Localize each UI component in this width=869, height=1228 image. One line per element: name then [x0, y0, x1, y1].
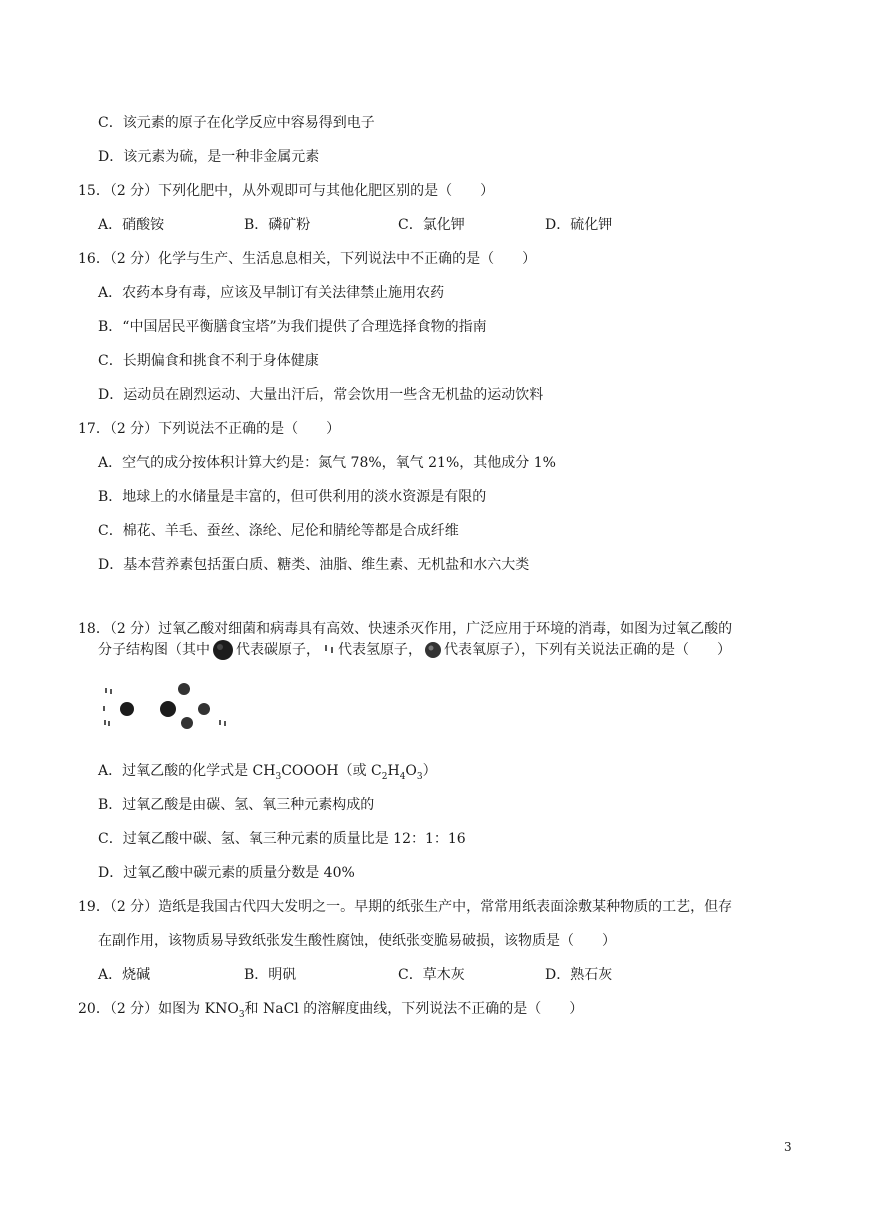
- q17-option-c: C．棉花、羊毛、蚕丝、涤纶、尼伦和腈纶等都是合成纤维: [98, 523, 459, 539]
- q18-a-text: ）: [422, 763, 437, 779]
- q19-option-c: C．草木灰: [398, 967, 465, 983]
- subscript: 4: [399, 771, 406, 782]
- q20-text: 20．（2 分）如图为 KNO: [78, 1001, 239, 1017]
- q19-option-a: A．烧碱: [98, 967, 151, 983]
- q16-option-c: C．长期偏食和挑食不利于身体健康: [98, 353, 319, 369]
- question-15: 15．（2 分）下列化肥中，从外观即可与其他化肥区别的是（ ）: [78, 183, 495, 199]
- question-18-line1: 18．（2 分）过氧乙酸对细菌和病毒具有高效、快速杀灭作用，广泛应用于环境的消毒，如图为过氧乙酸的: [78, 621, 733, 637]
- question-18-line2: [98, 637, 731, 663]
- q15-option-c: C．氯化钾: [398, 217, 465, 233]
- q15-option-a: A．硝酸铵: [98, 217, 165, 233]
- question-20: [78, 999, 583, 1025]
- q17-option-a: A．空气的成分按体积计算大约是：氮气 78%，氧气 21%，其他成分 1%: [98, 455, 556, 471]
- question-16: 16．（2 分）化学与生产、生活息息相关，下列说法中不正确的是（ ）: [78, 251, 537, 267]
- question-17: 17．（2 分）下列说法不正确的是（ ）: [78, 421, 341, 437]
- q17-option-d: D．基本营养素包括蛋白质、糖类、油脂、维生素、无机盐和水六大类: [98, 557, 530, 573]
- q18-legend-hydrogen: 代表氢原子，: [338, 642, 422, 658]
- q18-option-c: C．过氧乙酸中碳、氢、氧三种元素的质量比是 12：1：16: [98, 831, 466, 847]
- q17-option-b: B．地球上的水储量是丰富的，但可供利用的淡水资源是有限的: [98, 489, 487, 505]
- q19-option-d: D．熟石灰: [545, 967, 613, 983]
- question-19-line1: 19．（2 分）造纸是我国古代四大发明之一。早期的纸张生产中，常常用纸表面涂敷某种物质的工艺，但存: [78, 899, 733, 915]
- q19-option-b: B．明矾: [244, 967, 297, 983]
- q18-a-text: A．过氧乙酸的化学式是 CH: [98, 763, 276, 779]
- q15-option-d: D．硫化钾: [545, 217, 613, 233]
- subscript: 2: [381, 771, 388, 782]
- q18-a-text: H: [387, 763, 400, 779]
- q18-a-text: O: [405, 763, 417, 779]
- subscript: 3: [416, 771, 423, 782]
- q14-option-d: D．该元素为硫，是一种非金属元素: [98, 149, 320, 165]
- q16-option-d: D．运动员在剧烈运动、大量出汗后，常会饮用一些含无机盐的运动饮料: [98, 387, 544, 403]
- q20-text: 和 NaCl 的溶解度曲线，下列说法不正确的是（ ）: [244, 1001, 584, 1017]
- page-number: 3: [784, 1140, 792, 1154]
- q18-option-a: [98, 761, 437, 787]
- q18-legend-oxygen: 代表氧原子），下列有关说法正确的是（ ）: [444, 642, 731, 658]
- q16-option-b: B．“中国居民平衡膳食宝塔”为我们提供了合理选择食物的指南: [98, 319, 487, 335]
- subscript: 3: [275, 771, 282, 782]
- q18-legend-prefix: 分子结构图（其中: [98, 642, 210, 658]
- q14-option-c: C．该元素的原子在化学反应中容易得到电子: [98, 115, 375, 131]
- carbon-atom-legend-icon: [212, 639, 234, 661]
- question-19-line2: 在副作用，该物质易导致纸张发生酸性腐蚀，使纸张变脆易破损，该物质是（ ）: [98, 933, 616, 949]
- q15-option-b: B．磷矿粉: [244, 217, 311, 233]
- q18-option-d: D．过氧乙酸中碳元素的质量分数是 40%: [98, 865, 355, 881]
- oxygen-atom-legend-icon: [424, 641, 442, 659]
- subscript: 3: [238, 1009, 245, 1020]
- q16-option-a: A．农药本身有毒，应该及早制订有关法律禁止施用农药: [98, 285, 445, 301]
- q18-option-b: B．过氧乙酸是由碳、氢、氧三种元素构成的: [98, 797, 375, 813]
- q18-a-text: COOOH（或 C: [281, 763, 382, 779]
- peracetic-acid-molecule-diagram: [95, 680, 245, 730]
- q18-legend-carbon: 代表碳原子，: [236, 642, 320, 658]
- hydrogen-atom-legend-icon: [322, 643, 336, 657]
